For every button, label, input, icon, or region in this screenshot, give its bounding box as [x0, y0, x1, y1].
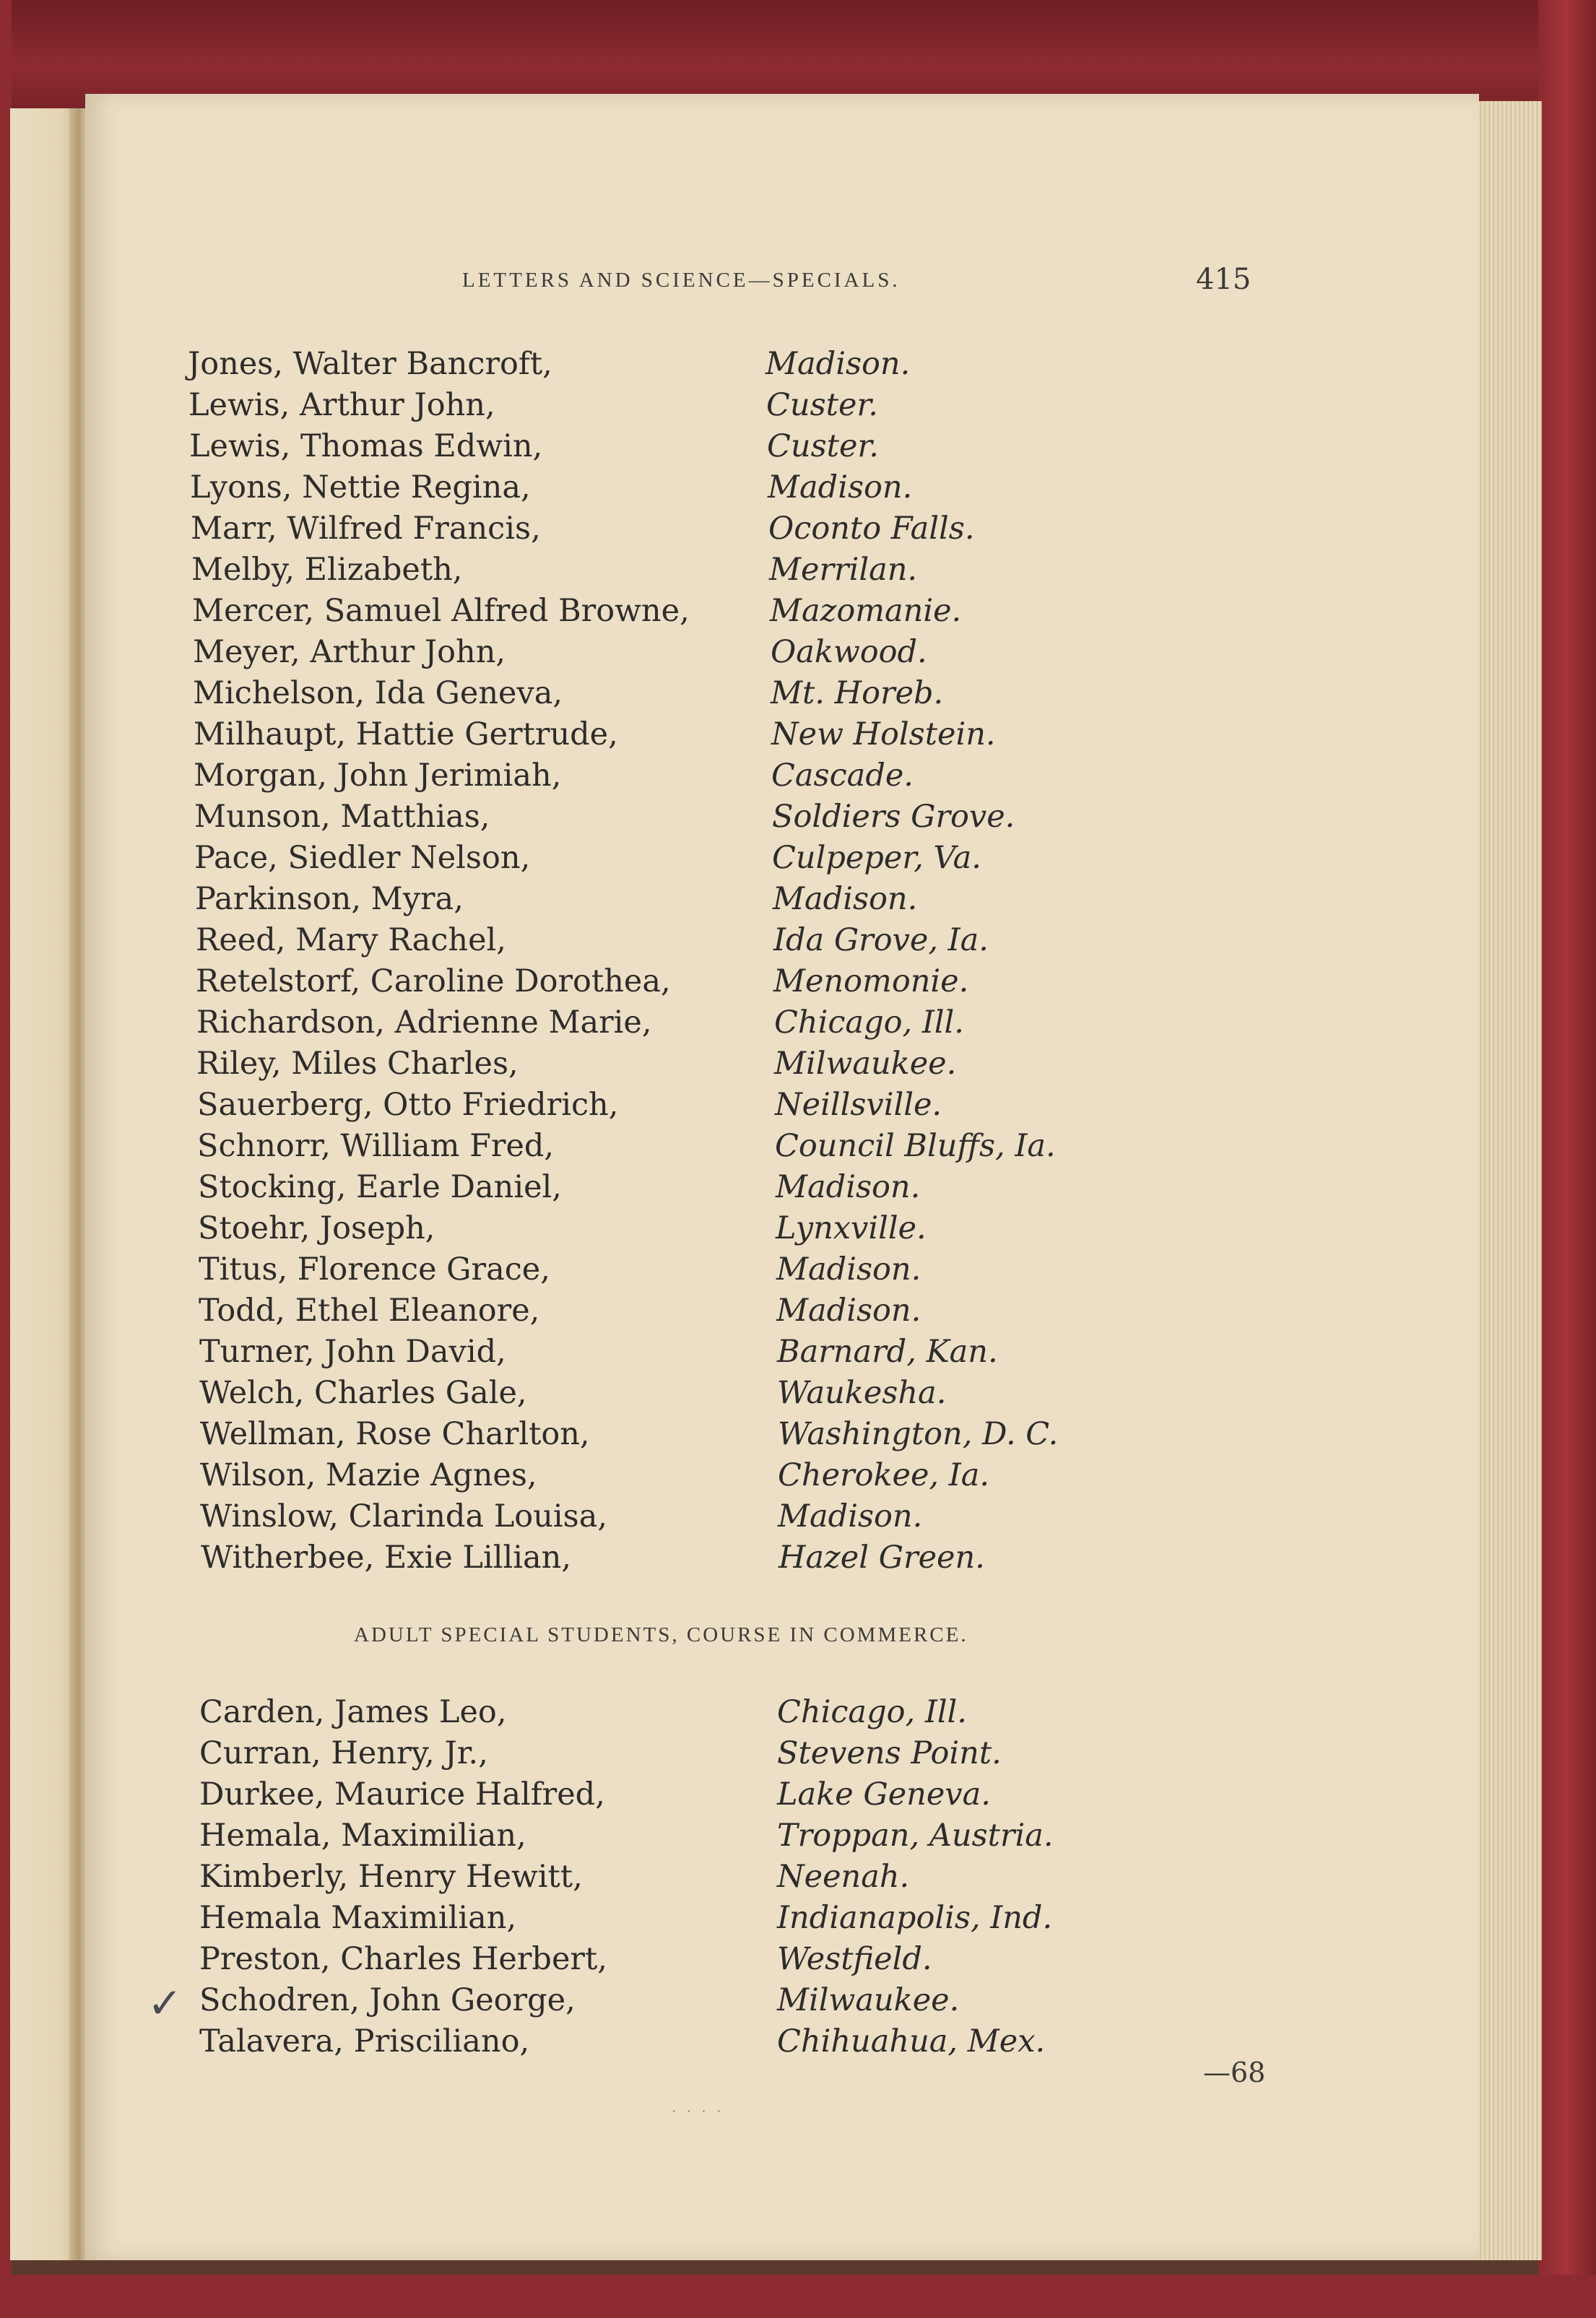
student-name: Retelstorf, Caroline Dorothea, — [196, 963, 671, 999]
student-place: Culpeper, Va. — [772, 840, 981, 876]
student-place: Washington, D. C. — [778, 1416, 1059, 1452]
student-name: Turner, John David, — [199, 1334, 506, 1370]
student-name: Titus, Florence Grace, — [199, 1251, 550, 1288]
student-place: Merrilan. — [769, 552, 918, 588]
student-place: Chihuahua, Mex. — [777, 2023, 1046, 2059]
student-place: Ida Grove, Ia. — [773, 922, 989, 958]
student-place: Mazomanie. — [770, 593, 962, 629]
student-place: Madison. — [776, 1251, 921, 1288]
student-name: Marr, Wilfred Francis, — [191, 511, 541, 547]
student-place: Westfield. — [777, 1941, 932, 1977]
student-place: Chicago, Ill. — [774, 1004, 964, 1041]
signature-mark: —68 — [1203, 2057, 1266, 2088]
student-place: Lynxville. — [776, 1210, 927, 1246]
student-place: Waukesha. — [777, 1375, 947, 1411]
student-place: Custer. — [766, 387, 878, 423]
student-place: Madison. — [776, 1169, 921, 1205]
student-place: Madison. — [766, 346, 911, 382]
student-name: Michelson, Ida Geneva, — [193, 675, 563, 711]
book-cover-top — [0, 0, 1596, 108]
student-place: Mt. Horeb. — [771, 675, 944, 711]
student-name: Kimberly, Henry Hewitt, — [199, 1859, 583, 1895]
student-place: Neenah. — [777, 1859, 910, 1895]
student-place: Madison. — [778, 1498, 923, 1535]
page-number: 415 — [1196, 263, 1252, 296]
student-place: Chicago, Ill. — [777, 1694, 967, 1730]
student-place: New Holstein. — [771, 716, 996, 752]
student-name: Munson, Matthias, — [194, 799, 490, 835]
student-name: Melby, Elizabeth, — [191, 552, 463, 588]
student-place: Madison. — [768, 469, 913, 505]
student-name: Richardson, Adrienne Marie, — [196, 1004, 652, 1041]
student-name: Todd, Ethel Eleanore, — [199, 1293, 540, 1329]
student-name: Milhaupt, Hattie Gertrude, — [194, 716, 618, 752]
student-place: Hazel Green. — [779, 1540, 985, 1576]
student-name: Curran, Henry, Jr., — [199, 1735, 488, 1771]
student-place: Milwaukee. — [777, 1982, 960, 2018]
student-name: Lewis, Arthur John, — [188, 387, 495, 423]
student-place: Milwaukee. — [774, 1046, 957, 1082]
student-name: Parkinson, Myra, — [195, 881, 464, 917]
page-block-edges — [1473, 101, 1542, 2260]
student-name: Pace, Siedler Nelson, — [194, 840, 531, 876]
student-name: Wellman, Rose Charlton, — [200, 1416, 590, 1452]
student-name: Stoehr, Joseph, — [198, 1210, 435, 1246]
section-heading: ADULT SPECIAL STUDENTS, COURSE IN COMMERCE. — [354, 1623, 968, 1646]
student-name: Lyons, Nettie Regina, — [190, 469, 531, 505]
student-name: Reed, Mary Rachel, — [196, 922, 506, 958]
student-place: Cascade. — [771, 758, 914, 794]
student-name: Meyer, Arthur John, — [193, 634, 506, 670]
student-name: Sauerberg, Otto Friedrich, — [197, 1087, 619, 1123]
student-name: Witherbee, Exie Lillian, — [201, 1540, 571, 1576]
student-name: Morgan, John Jerimiah, — [194, 758, 562, 794]
book-cover-bottom — [0, 2275, 1596, 2318]
student-place: Madison. — [776, 1293, 921, 1329]
student-name: Wilson, Mazie Agnes, — [200, 1457, 537, 1493]
student-place: Council Bluffs, Ia. — [775, 1128, 1056, 1164]
student-name: Schodren, John George, — [199, 1982, 576, 2018]
student-name: Stocking, Earle Daniel, — [198, 1169, 562, 1205]
student-place: Soldiers Grove. — [772, 799, 1015, 835]
student-place: Cherokee, Ia. — [778, 1457, 990, 1493]
student-place: Lake Geneva. — [777, 1776, 991, 1813]
stray-mark: · · · · — [672, 2103, 724, 2120]
student-place: Stevens Point. — [777, 1735, 1002, 1771]
student-name: Schnorr, William Fred, — [197, 1128, 555, 1164]
student-place: Indianapolis, Ind. — [777, 1900, 1053, 1936]
student-place: Barnard, Kan. — [777, 1334, 998, 1370]
book-cover-right — [1538, 0, 1596, 2318]
running-head: LETTERS AND SCIENCE—SPECIALS. — [462, 269, 901, 292]
handwritten-check-mark: ✓ — [147, 1979, 183, 2028]
student-place: Oconto Falls. — [768, 511, 975, 547]
student-name: Riley, Miles Charles, — [196, 1046, 519, 1082]
student-name: Hemala Maximilian, — [199, 1900, 517, 1936]
student-name: Welch, Charles Gale, — [199, 1375, 527, 1411]
student-place: Menomonie. — [773, 963, 969, 999]
student-place: Custer. — [767, 428, 879, 464]
student-name: Preston, Charles Herbert, — [199, 1941, 607, 1977]
student-place: Oakwood. — [771, 634, 927, 670]
student-name: Winslow, Clarinda Louisa, — [200, 1498, 608, 1535]
student-name: Talavera, Prisciliano, — [199, 2023, 530, 2059]
student-place: Madison. — [773, 881, 918, 917]
student-name: Mercer, Samuel Alfred Browne, — [192, 593, 690, 629]
student-name: Jones, Walter Bancroft, — [188, 346, 552, 382]
student-name: Hemala, Maximilian, — [199, 1818, 526, 1854]
student-name: Lewis, Thomas Edwin, — [189, 428, 543, 464]
student-name: Durkee, Maurice Halfred, — [199, 1776, 605, 1813]
student-place: Troppan, Austria. — [777, 1818, 1054, 1854]
student-name: Carden, James Leo, — [199, 1694, 507, 1730]
student-place: Neillsville. — [775, 1087, 942, 1123]
